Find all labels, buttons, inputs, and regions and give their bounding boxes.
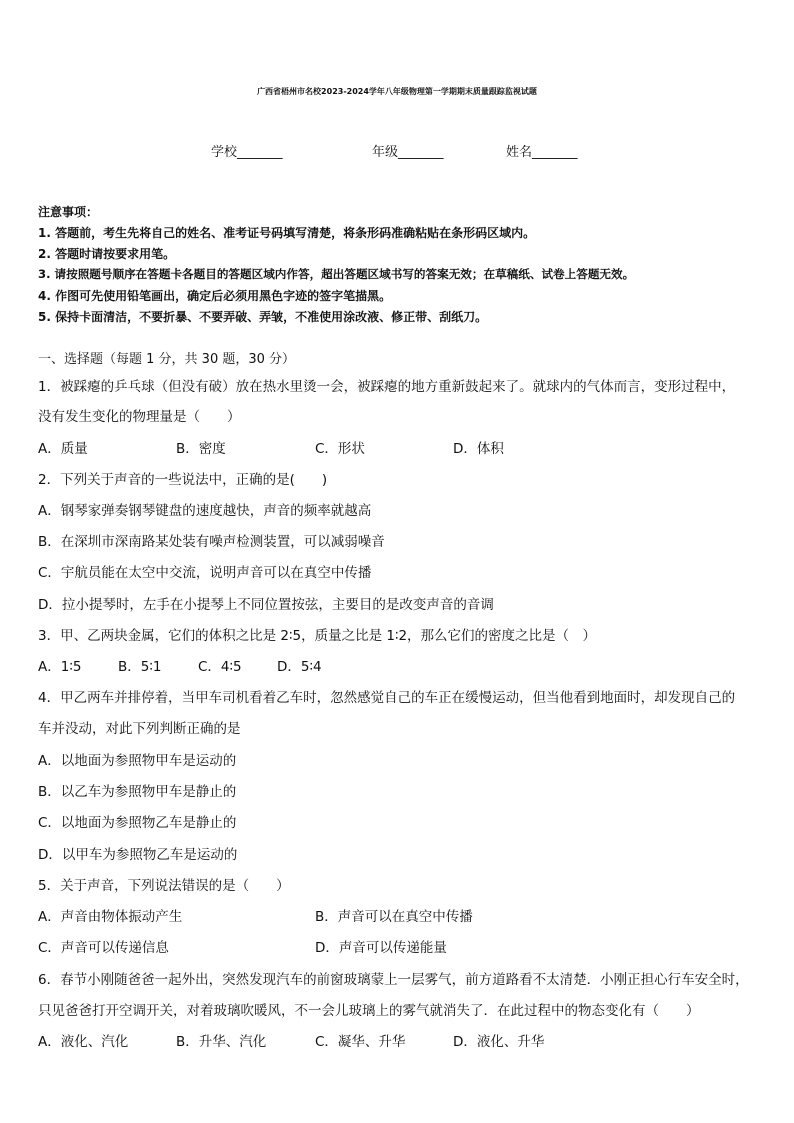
- q3-option-b: B．5∶1: [118, 659, 162, 675]
- q2-option-b: B．在深圳市深南路某处装有噪声检测装置，可以减弱噪音: [38, 534, 385, 550]
- q2-option-d: D．拉小提琴时，左手在小提琴上不同位置按弦，主要目的是改变声音的音调: [38, 597, 494, 613]
- note-item: 1. 答题前，考生先将自己的姓名、准考证号码填写清楚，将条形码准确粘贴在条形码区域内。: [38, 226, 536, 240]
- q3-stem: 3．甲、乙两块金属，它们的体积之比是 2∶5，质量之比是 1∶2，那么它们的密度之比是（ ）: [38, 628, 597, 644]
- q4-option-a: A．以地面为参照物甲车是运动的: [38, 753, 237, 769]
- note-item: 2. 答题时请按要求用笔。: [38, 247, 176, 261]
- q1-stem-line2: 没有发生变化的物理量是（ ）: [38, 409, 241, 425]
- section-heading: 一、选择题（每题 1 分，共 30 题，30 分）: [38, 352, 296, 367]
- q5-option-b: B．声音可以在真空中传播: [315, 909, 473, 925]
- q1-option-b: B．密度: [176, 441, 226, 457]
- note-item: 4. 作图可先使用铅笔画出，确定后必须用黑色字迹的签字笔描黑。: [38, 289, 392, 303]
- q2-option-c: C．宇航员能在太空中交流，说明声音可以在真空中传播: [38, 565, 372, 581]
- q5-stem: 5．关于声音，下列说法错误的是（ ）: [38, 878, 290, 894]
- q4-option-d: D．以甲车为参照物乙车是运动的: [38, 847, 238, 863]
- q6-option-c: C．凝华、升华: [315, 1034, 406, 1050]
- exam-title: 广西省梧州市名校2023-2024学年八年级物理第一学期期末质量跟踪监视试题: [257, 87, 537, 96]
- note-item: 5. 保持卡面清洁，不要折暴、不要弄破、弄皱，不准使用涂改液、修正带、刮纸刀。: [38, 310, 488, 324]
- q4-stem-line2: 车并没动，对此下列判断正确的是: [38, 721, 241, 737]
- q3-option-d: D．5∶4: [277, 659, 322, 675]
- q6-option-d: D．液化、升华: [453, 1034, 545, 1050]
- q6-option-a: A．液化、汽化: [38, 1034, 129, 1050]
- q5-option-d: D．声音可以传递能量: [315, 940, 447, 956]
- notes-heading: 注意事项：: [38, 205, 99, 219]
- name-field: 姓名_______: [506, 145, 578, 160]
- q2-stem: 2．下列关于声音的一些说法中，正确的是( ): [38, 472, 328, 488]
- school-field: 学校_______: [211, 145, 283, 160]
- q3-option-a: A．1∶5: [38, 659, 82, 675]
- q1-option-a: A．质量: [38, 441, 88, 457]
- q1-stem-line1: 1．被踩瘪的乒乓球（但没有破）放在热水里烫一会，被踩瘪的地方重新鼓起来了。就球内的气体而言，变形过程中，: [38, 379, 736, 395]
- note-item: 3. 请按照题号顺序在答题卡各题目的答题区域内作答，超出答题区域书写的答案无效；在草稿纸、试卷上答题无效。: [38, 267, 635, 281]
- q1-option-d: D．体积: [453, 441, 504, 457]
- q3-option-c: C．4∶5: [198, 659, 242, 675]
- q6-stem-line1: 6．春节小刚随爸爸一起外出，突然发现汽车的前窗玻璃蒙上一层雾气，前方道路看不太清楚．小刚正担心行车安全时，: [38, 972, 749, 988]
- q5-option-c: C．声音可以传递信息: [38, 940, 169, 956]
- grade-field: 年级_______: [372, 145, 444, 160]
- q4-option-b: B．以乙车为参照物甲车是静止的: [38, 784, 237, 800]
- q4-stem-line1: 4．甲乙两车并排停着，当甲车司机看着乙车时，忽然感觉自己的车正在缓慢运动，但当他看到地面时，却发现自己的: [38, 690, 736, 706]
- q1-option-c: C．形状: [315, 441, 365, 457]
- q6-stem-line2: 只见爸爸打开空调开关，对着玻璃吹暖风，不一会儿玻璃上的雾气就消失了．在此过程中的物态变化有（ ）: [38, 1003, 700, 1019]
- q6-option-b: B．升华、汽化: [176, 1034, 267, 1050]
- q4-option-c: C．以地面为参照物乙车是静止的: [38, 815, 237, 831]
- q2-option-a: A．钢琴家弹奏钢琴键盘的速度越快，声音的频率就越高: [38, 503, 372, 519]
- q5-option-a: A．声音由物体振动产生: [38, 909, 183, 925]
